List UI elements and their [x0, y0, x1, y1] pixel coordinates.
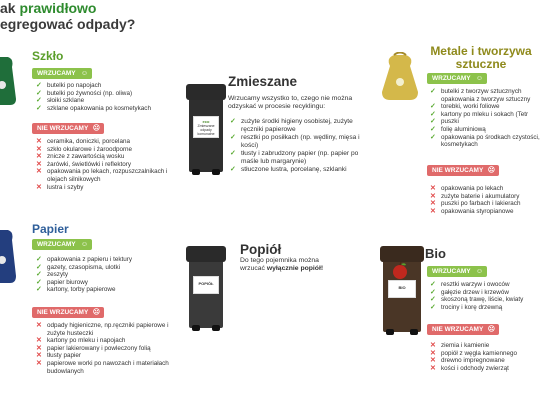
popiol-desc	[240, 257, 370, 274]
cross-icon: ✕	[430, 207, 436, 215]
check-icon: ✓	[430, 303, 436, 311]
szklo-no-badge	[32, 123, 104, 134]
check-icon: ✓	[36, 104, 42, 112]
list-item	[36, 352, 176, 360]
list-item	[430, 304, 540, 312]
list-item-text: stłuczone lustra, porcelanę, szklanki	[241, 166, 347, 173]
list-item	[36, 153, 178, 161]
bin-wheel	[410, 329, 418, 335]
bio-bin	[383, 246, 421, 332]
list-item	[36, 168, 178, 183]
list-item	[430, 289, 540, 297]
cross-icon: ✕	[36, 359, 42, 367]
list-item	[430, 126, 540, 134]
list-item-text: gazety, czasopisma, ulotki	[47, 263, 121, 271]
bio-no-badge	[427, 324, 499, 335]
bin-label-text: POPIÓŁ	[198, 281, 214, 286]
cross-icon: ✕	[430, 200, 436, 208]
cross-icon: ✕	[430, 192, 436, 200]
bin-label	[193, 116, 219, 138]
list-item-text: lustra i szyby	[47, 183, 84, 191]
check-icon: ✓	[430, 288, 436, 296]
cross-icon: ✕	[430, 342, 436, 349]
cross-icon: ✕	[36, 183, 42, 191]
list-item	[36, 90, 186, 98]
mixed-waste-bin	[189, 84, 223, 172]
cross-icon: ✕	[36, 153, 42, 161]
bin-label-text: BIO	[398, 285, 406, 290]
check-icon: ✓	[36, 286, 42, 294]
bin-wheel	[192, 325, 200, 331]
cross-icon: ✕	[430, 357, 436, 365]
bio-ok-list	[430, 281, 540, 311]
list-item	[230, 134, 370, 150]
szklo-ok-list	[36, 82, 186, 112]
szklo-no-label: NIE WRZUCAMY	[37, 125, 89, 132]
check-icon: ✓	[230, 166, 236, 173]
metale-ok-badge	[427, 73, 487, 84]
list-item-text: skoszoną trawę, liście, kwiaty	[441, 296, 524, 304]
szklo-ok-label: WRZUCAMY	[37, 70, 76, 77]
check-icon: ✓	[230, 118, 236, 125]
bio-ok-label: WRZUCAMY	[432, 268, 471, 275]
list-item	[430, 134, 540, 149]
check-icon: ✓	[36, 271, 42, 279]
list-item	[430, 365, 540, 373]
list-item	[36, 161, 178, 169]
list-item	[430, 350, 540, 358]
bin-label-text: Zmieszane odpady komunalne	[197, 124, 215, 136]
title-prefix: ak	[0, 0, 20, 16]
bio-no-label: NIE WRZUCAMY	[432, 326, 484, 333]
list-item	[36, 138, 178, 146]
list-item-text: folię aluminiową	[441, 125, 486, 133]
list-item-text: opakowania po lekach, rozpuszczalnikach i olejach silnikowych	[47, 168, 168, 183]
list-item	[430, 88, 540, 103]
papier-ok-badge	[32, 239, 92, 250]
metale-ok-label: WRZUCAMY	[432, 75, 471, 82]
list-item	[430, 281, 540, 289]
list-item	[430, 200, 540, 208]
list-item-text: resztki po posiłkach (np. wędliny, mięsa i kości)	[241, 134, 360, 149]
list-item-text: gałęzie drzew i krzewów	[441, 288, 509, 296]
list-item	[430, 296, 540, 304]
check-icon: ✓	[36, 263, 42, 271]
metale-no-list	[430, 185, 540, 215]
check-icon: ✓	[230, 150, 236, 157]
list-item	[36, 184, 178, 192]
bin-lid	[186, 246, 226, 262]
list-item-text: kartony po mleku i sokach (Tetr	[441, 110, 529, 118]
list-item	[36, 146, 178, 154]
list-item-text: butelki z tworzyw sztucznych opakowania z tworzyw sztuczny	[441, 88, 531, 103]
check-icon: ✓	[430, 103, 436, 111]
papier-no-list	[36, 322, 176, 375]
list-item-text: ceramika, doniczki, porcelana	[47, 138, 130, 145]
list-item	[36, 97, 186, 105]
check-icon: ✓	[430, 110, 436, 118]
list-item-text: tłusty i zabrudzony papier (np. papier po maśle lub margarynie)	[241, 150, 359, 165]
list-item-text: zeszyty	[47, 271, 68, 279]
check-icon: ✓	[36, 89, 42, 97]
cross-icon: ✕	[430, 364, 436, 372]
check-icon: ✓	[36, 82, 42, 89]
list-item-text: zużyte środki higieny osobistej, zużyte ręczniki papierowe	[241, 118, 353, 133]
list-item-text: odpady higieniczne, np.ręczniki papierowe i zużyte husteczki	[47, 322, 169, 337]
check-icon: ✓	[430, 133, 436, 141]
smile-icon: ☺	[80, 70, 88, 77]
page-title	[0, 0, 135, 32]
list-item-text: kości i odchody zwierząt	[441, 364, 509, 372]
popiol-desc-prefix: wrzucać	[240, 265, 267, 273]
popiol-desc-line1: Do tego pojemnika można	[240, 257, 319, 264]
cross-icon: ✕	[36, 145, 42, 153]
list-item	[36, 345, 176, 353]
szklo-ok-badge	[32, 68, 92, 79]
metale-ok-list	[430, 88, 540, 149]
list-item	[230, 150, 370, 166]
metale-no-label: NIE WRZUCAMY	[432, 167, 484, 174]
check-icon: ✓	[36, 278, 42, 286]
bin-wheel	[386, 329, 394, 335]
list-item-text: butelki po napojach	[47, 82, 102, 89]
bin-wheel	[212, 169, 220, 175]
check-icon: ✓	[430, 125, 436, 133]
metale-title	[425, 45, 537, 71]
list-item-text: papier lakierowany i powleczony folią	[47, 344, 151, 352]
list-item	[430, 342, 540, 350]
cross-icon: ✕	[36, 344, 42, 352]
list-item-text: tłusty papier	[47, 352, 81, 360]
list-item-text: szkło okularowe i żaroodporne	[47, 145, 133, 153]
list-item	[36, 286, 186, 294]
list-item	[230, 166, 370, 174]
bin-label	[388, 280, 416, 298]
bin-lid	[380, 246, 424, 262]
szklo-title: Szkło	[32, 49, 64, 63]
bin-wheel	[212, 325, 220, 331]
list-item-text: drewno impregnowane	[441, 357, 505, 365]
cross-icon: ✕	[36, 168, 42, 176]
list-item	[230, 118, 370, 134]
list-item	[36, 279, 186, 287]
cross-icon: ✕	[36, 352, 42, 360]
cross-icon: ✕	[430, 349, 436, 357]
list-item-text: słoiki szklane	[47, 97, 85, 105]
papier-no-label: NIE WRZUCAMY	[37, 309, 89, 316]
check-icon: ✓	[430, 88, 436, 95]
check-icon: ✓	[430, 296, 436, 304]
list-item-text: opakowania styropianowe	[441, 207, 514, 215]
list-item	[430, 357, 540, 365]
list-item-text: zużyte baterie i akumulatory	[441, 192, 520, 200]
list-item-text: butelki po żywności (np. oliwa)	[47, 89, 133, 97]
list-item-text: szklane opakowania po kosmetykach	[47, 104, 151, 112]
list-item-text: papierowe worki po nawozach i materiałach budowlanych	[47, 359, 169, 375]
metale-title-line1: Metale i tworzywa	[430, 44, 532, 58]
papier-ok-list	[36, 256, 186, 294]
bio-no-list	[430, 342, 540, 372]
cross-icon: ✕	[430, 185, 436, 192]
list-item-text: ziemia i kamienie	[441, 342, 490, 349]
check-icon: ✓	[230, 134, 236, 141]
list-item-text: papier biurowy	[47, 278, 88, 286]
list-item	[36, 337, 176, 345]
frown-icon: ☹	[487, 167, 495, 174]
papier-title: Papier	[32, 222, 69, 236]
cross-icon: ✕	[36, 322, 42, 329]
title-highlight: prawidłowo	[19, 0, 97, 16]
zmieszane-title: Zmieszane	[228, 74, 298, 89]
list-item	[430, 208, 540, 216]
ash-bin	[189, 246, 223, 328]
list-item	[36, 360, 176, 375]
check-icon: ✓	[430, 118, 436, 126]
list-item-text: opakowania po lekach	[441, 185, 504, 192]
popiol-desc-bold: wyłącznie popiół!	[266, 265, 324, 273]
bio-title: Bio	[425, 246, 446, 261]
list-item-text: żarówki, świetlówki i reflektory	[47, 160, 131, 168]
apple-icon	[391, 262, 409, 280]
list-item	[36, 105, 186, 113]
popiol-title: Popiół	[240, 242, 282, 257]
metale-no-badge	[427, 165, 499, 176]
list-item	[36, 256, 186, 264]
szklo-no-list	[36, 138, 178, 191]
list-item	[430, 111, 540, 119]
list-item	[430, 103, 540, 111]
check-icon: ✓	[36, 256, 42, 263]
blue-bag-icon	[0, 228, 16, 283]
check-icon: ✓	[430, 281, 436, 288]
list-item	[36, 322, 176, 337]
bio-ok-badge	[427, 266, 487, 277]
smile-icon: ☺	[475, 75, 483, 82]
list-item-text: kartony po mleku i napojach	[47, 337, 126, 345]
title-line2: egregować odpady?	[0, 16, 136, 32]
list-item-text: puszki	[441, 118, 459, 126]
list-item-text: znicze z zawartością wosku	[47, 153, 125, 161]
list-item	[430, 185, 540, 193]
cross-icon: ✕	[36, 138, 42, 145]
list-item-text: trociny i korę drzewną	[441, 303, 503, 311]
yellow-bag-icon	[380, 52, 420, 100]
zmieszane-desc: Wrzucamy wszystko to, czego nie można odzyskać w procesie recyklingu:	[228, 95, 353, 111]
list-item-text: opakowania z papieru i tektury	[47, 256, 133, 263]
smile-icon: ☺	[475, 268, 483, 275]
bin-wheel	[192, 169, 200, 175]
list-item	[36, 264, 186, 272]
frown-icon: ☹	[487, 326, 495, 333]
list-item	[36, 82, 186, 90]
list-item-text: opakowania po środkach czystości, kosmetykach	[441, 133, 540, 149]
papier-ok-label: WRZUCAMY	[37, 241, 76, 248]
bin-lid	[186, 84, 226, 100]
check-icon: ✓	[36, 97, 42, 105]
papier-no-badge	[32, 307, 104, 318]
frown-icon: ☹	[92, 125, 100, 132]
list-item	[430, 118, 540, 126]
smile-icon: ☺	[80, 241, 88, 248]
list-item	[36, 271, 186, 279]
bin-label	[193, 276, 219, 294]
list-item-text: kartony, torby papierowe	[47, 286, 116, 294]
list-item-text: popiół z węgla kamiennego	[441, 349, 517, 357]
green-bag-icon	[0, 55, 16, 105]
metale-title-line2: sztuczne	[455, 57, 507, 71]
zmieszane-list	[230, 118, 370, 174]
eco-logo: eco	[202, 119, 210, 124]
frown-icon: ☹	[92, 309, 100, 316]
list-item-text: resztki warzyw i owoców	[441, 281, 510, 288]
list-item-text: puszki po farbach i lakierach	[441, 200, 521, 208]
cross-icon: ✕	[36, 160, 42, 168]
list-item	[430, 193, 540, 201]
list-item-text: torebki, worki foliowe	[441, 103, 500, 111]
cross-icon: ✕	[36, 337, 42, 345]
